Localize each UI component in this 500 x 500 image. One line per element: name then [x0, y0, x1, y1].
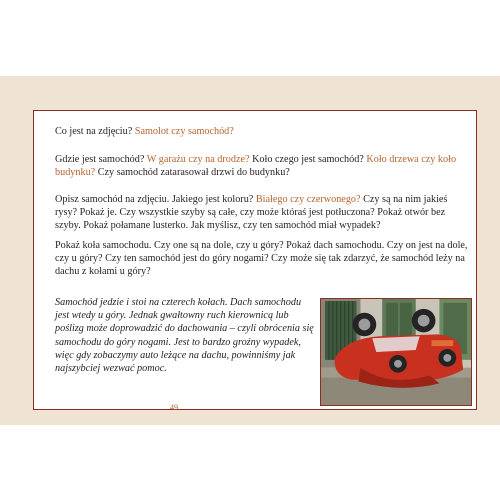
question-text: Czy samochód zatarasował drzwi do budynku?	[95, 167, 290, 179]
page-number: 49	[170, 403, 178, 412]
answer-choice: Białego czy czerwonego?	[255, 194, 361, 205]
question-paragraph-1	[55, 125, 470, 138]
question-text: Gdzie jest samochód?	[55, 154, 147, 165]
question-text: Czy są na nim jakieś rysy? Pokaż je. Czy wszystkie szyby są całe, czy może któraś jest potłuczona? Pokaż otwór bez szyby. Pokaż połamane lusterko. Jak myślisz, czy ten samochód miał wypadek?	[55, 194, 448, 232]
overturned-car-image	[321, 299, 471, 405]
question-paragraph-4	[55, 239, 470, 279]
question-text: Co jest na zdjęciu?	[55, 126, 135, 137]
answer-choice: Koło drzewa czy koło budynku?	[55, 154, 457, 179]
answer-choice: Samolot czy samochód?	[134, 126, 234, 137]
question-paragraph-2	[55, 153, 470, 179]
question-text: Koło czego jest samochód?	[249, 154, 367, 165]
exercise-card	[33, 110, 477, 410]
question-text: Opisz samochód na zdjęciu. Jakiego jest koloru?	[55, 194, 256, 205]
overturned-car-photo	[320, 298, 472, 406]
question-text: Pokaż koła samochodu. Czy one są na dole, czy u góry? Pokaż dach samochodu. Czy on jest na dole, czy u góry? Czy ten samochód jest do góry nogami? Czy może się tak zdarzyć, że samochód leży na dachu z kołami u góry?	[55, 240, 468, 278]
question-paragraph-3	[55, 193, 470, 233]
story-text: Samochód jedzie i stoi na czterech kołach. Dach samochodu jest wtedy u góry. Jednak gwałtowny ruch kierownicą lub poślizg może doprowadzić do dachowania – czyli obrócenia się samochodu do góry nogami. Jest to bardzo groźny wypadek, więc gdy zobaczymy auto leżące na dachu, powinniśmy jak najszybciej wezwać pomoc.	[55, 297, 314, 375]
answer-choice: W garażu czy na drodze?	[146, 154, 250, 165]
